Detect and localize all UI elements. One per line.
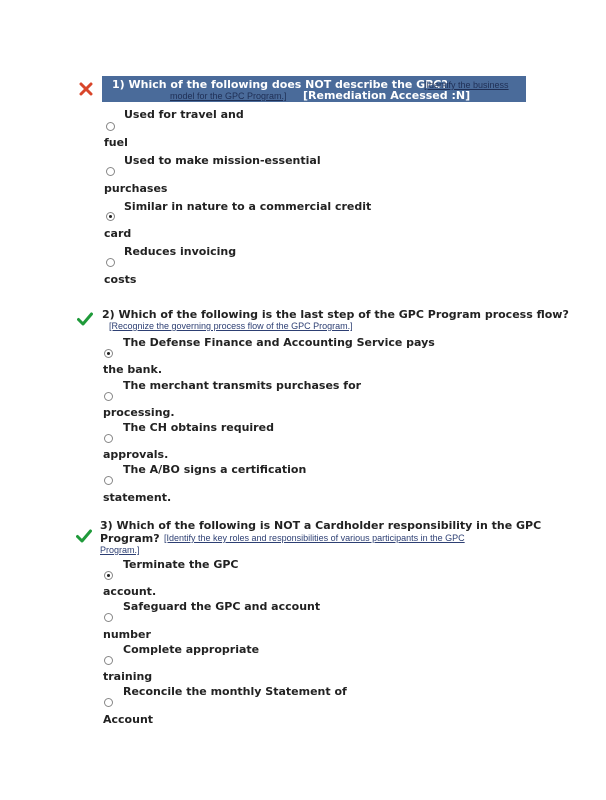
- option-3c-label-cont: training: [103, 670, 153, 683]
- option-3a-radio-selected[interactable]: [104, 571, 113, 580]
- option-1c-radio-selected[interactable]: [106, 212, 115, 221]
- question-3-objective-link[interactable]: [Identify the key roles and responsibilities of various participants in the GPC: [164, 533, 465, 543]
- option-3c-label: Complete appropriate: [123, 643, 260, 656]
- x-mark-icon: [79, 82, 93, 96]
- question-3-text: 3) Which of the following is NOT a Cardholder responsibility in the GPC: [100, 519, 542, 532]
- question-1-text: 1) Which of the following does NOT describe the GPC?: [112, 78, 448, 91]
- option-1c-label-cont: card: [104, 227, 132, 240]
- option-1a-label-cont: fuel: [104, 136, 128, 149]
- option-2c-label-cont: approvals.: [103, 448, 169, 461]
- question-3-objective-link-cont[interactable]: Program.]: [100, 545, 140, 555]
- option-3c-radio[interactable]: [104, 656, 113, 665]
- option-2d-label: The A/BO signs a certification: [123, 463, 307, 476]
- option-1b-label: Used to make mission-essential: [124, 154, 321, 167]
- option-3a-label-cont: account.: [103, 585, 157, 598]
- option-2d-label-cont: statement.: [103, 491, 172, 504]
- option-1d-radio[interactable]: [106, 258, 115, 267]
- option-1a-label: Used for travel and: [124, 108, 244, 121]
- option-1b-label-cont: purchases: [104, 182, 168, 195]
- option-1c-label: Similar in nature to a commercial credit: [124, 200, 372, 213]
- option-2a-radio-selected[interactable]: [104, 349, 113, 358]
- option-2b-label-cont: processing.: [103, 406, 175, 419]
- option-3a-label: Terminate the GPC: [123, 558, 239, 571]
- question-2-objective-link[interactable]: [Recognize the governing process flow of the GPC Program.]: [109, 321, 353, 331]
- question-1-objective-link[interactable]: [Identify the business: [424, 80, 509, 90]
- option-3b-label: Safeguard the GPC and account: [123, 600, 321, 613]
- option-3d-label-cont: Account: [103, 713, 154, 726]
- remediation-status: [Remediation Accessed :N]: [303, 89, 471, 102]
- option-3b-radio[interactable]: [104, 613, 113, 622]
- option-2c-radio[interactable]: [104, 434, 113, 443]
- question-3-text-cont: Program?: [100, 532, 160, 545]
- check-mark-icon: [77, 312, 93, 326]
- option-1d-label: Reduces invoicing: [124, 245, 237, 258]
- option-3d-label: Reconcile the monthly Statement of: [123, 685, 347, 698]
- question-2-text: 2) Which of the following is the last step of the GPC Program process flow?: [102, 308, 569, 321]
- option-1d-label-cont: costs: [104, 273, 137, 286]
- option-2b-label: The merchant transmits purchases for: [123, 379, 362, 392]
- option-2a-label-cont: the bank.: [103, 363, 163, 376]
- option-2a-label: The Defense Finance and Accounting Service pays: [123, 336, 435, 349]
- option-2b-radio[interactable]: [104, 392, 113, 401]
- option-3b-label-cont: number: [103, 628, 151, 641]
- option-1a-radio[interactable]: [106, 122, 115, 131]
- option-2d-radio[interactable]: [104, 476, 113, 485]
- option-1b-radio[interactable]: [106, 167, 115, 176]
- option-2c-label: The CH obtains required: [123, 421, 274, 434]
- check-mark-icon: [76, 529, 92, 543]
- question-1-objective-link-cont[interactable]: model for the GPC Program.]: [170, 91, 287, 101]
- option-3d-radio[interactable]: [104, 698, 113, 707]
